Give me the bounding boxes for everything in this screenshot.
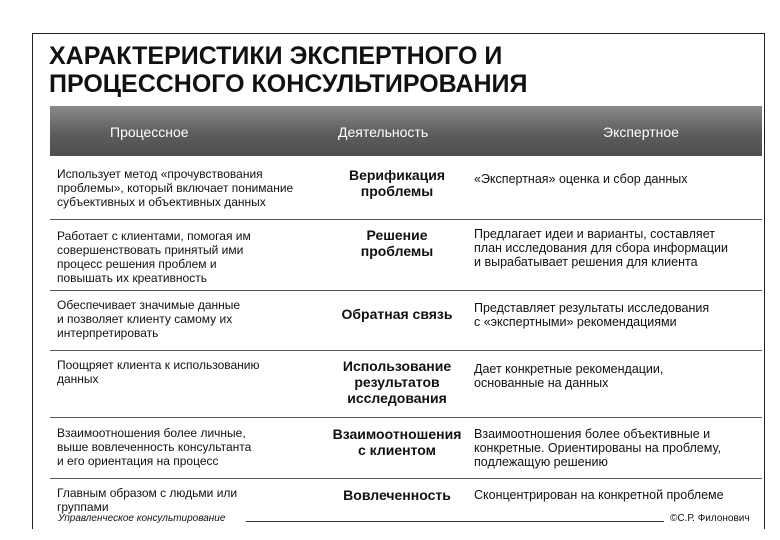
header-expert: Экспертное [603, 124, 679, 140]
process-cell-line: Работает с клиентами, помогая им [57, 229, 251, 243]
expert-cell [474, 362, 764, 390]
expert-cell [474, 172, 764, 186]
activity-cell-line: Решение [366, 227, 428, 243]
process-cell [57, 298, 342, 340]
process-cell [57, 167, 342, 209]
footer-copyright: ©С.Р. Филонович [670, 513, 750, 524]
expert-cell-line: Дает конкретные рекомендации, [474, 362, 664, 376]
activity-cell [312, 358, 482, 406]
activity-cell-line: Использование [342, 358, 452, 374]
page-title [49, 42, 749, 98]
activity-cell-line: проблемы [360, 183, 434, 199]
activity-cell-line: с клиентом [358, 442, 436, 458]
process-cell-line: субъективных и объективных данных [57, 195, 266, 209]
activity-cell-line: Вовлеченность [343, 487, 451, 503]
activity-cell-line: результатов [354, 374, 440, 390]
activity-cell-line: исследования [347, 390, 447, 406]
expert-cell-line: Предлагает идеи и варианты, составляет [474, 227, 715, 241]
row-divider [50, 219, 762, 220]
expert-cell-line: Сконцентрирован на конкретной проблеме [474, 488, 724, 502]
expert-cell-line: Взаимоотношения более объективные и [474, 427, 711, 441]
process-cell-line: интерпретировать [57, 326, 159, 340]
process-cell-line: группами [57, 500, 109, 514]
header-activity: Деятельность [338, 124, 429, 140]
process-cell-line: совершенствовать принятый ими [57, 243, 244, 257]
process-cell [57, 426, 342, 468]
process-cell-line: данных [57, 372, 99, 386]
title-line-1: ХАРАКТЕРИСТИКИ ЭКСПЕРТНОГО И [49, 42, 503, 70]
title-line-2: ПРОЦЕССНОГО КОНСУЛЬТИРОВАНИЯ [49, 70, 528, 98]
process-cell-line: и позволяет клиенту самому их [57, 312, 233, 326]
row-divider [50, 350, 762, 351]
process-cell-line: Поощряет клиента к использованию [57, 358, 260, 372]
expert-cell-line: конкретные. Ориентированы на проблему, [474, 441, 721, 455]
expert-cell-line: и вырабатывает решения для клиента [474, 255, 698, 269]
activity-cell [312, 167, 482, 199]
activity-cell [312, 306, 482, 322]
process-cell-line: Обеспечивает значимые данные [57, 298, 241, 312]
row-divider [50, 478, 762, 479]
process-cell-line: процесс решения проблем и [57, 257, 217, 271]
process-cell [57, 486, 342, 514]
activity-cell-line: Обратная связь [341, 306, 453, 322]
process-cell-line: повышать их креативность [57, 271, 207, 285]
process-cell-line: выше вовлеченность консультанта [57, 440, 252, 454]
table-header [50, 106, 762, 156]
process-cell-line: Взаимоотношения более личные, [57, 426, 246, 440]
expert-cell [474, 427, 764, 469]
footer-divider [246, 521, 664, 522]
process-cell [57, 358, 342, 386]
activity-cell [312, 487, 482, 503]
header-process: Процессное [110, 124, 189, 140]
process-cell-line: Главным образом с людьми или [57, 486, 238, 500]
expert-cell [474, 488, 764, 502]
expert-cell-line: план исследования для сбора информации [474, 241, 728, 255]
expert-cell [474, 227, 764, 269]
activity-cell-line: проблемы [360, 243, 434, 259]
footer-course: Управленческое консультирование [58, 513, 226, 524]
process-cell-line: Использует метод «прочувствования [57, 167, 263, 181]
row-divider [50, 417, 762, 418]
activity-cell-line: Взаимоотношения [332, 426, 462, 442]
activity-cell [312, 227, 482, 259]
expert-cell-line: «Экспертная» оценка и сбор данных [474, 172, 688, 186]
expert-cell-line: подлежащую решению [474, 455, 608, 469]
process-cell-line: проблемы», который включает понимание [57, 181, 294, 195]
process-cell-line: и его ориентация на процесс [57, 454, 219, 468]
activity-cell-line: Верификация [348, 167, 446, 183]
expert-cell-line: Представляет результаты исследования [474, 301, 710, 315]
activity-cell [312, 426, 482, 458]
row-divider [50, 290, 762, 291]
expert-cell [474, 301, 764, 329]
expert-cell-line: основанные на данных [474, 376, 609, 390]
expert-cell-line: с «экспертными» рекомендациями [474, 315, 677, 329]
process-cell [57, 229, 342, 285]
